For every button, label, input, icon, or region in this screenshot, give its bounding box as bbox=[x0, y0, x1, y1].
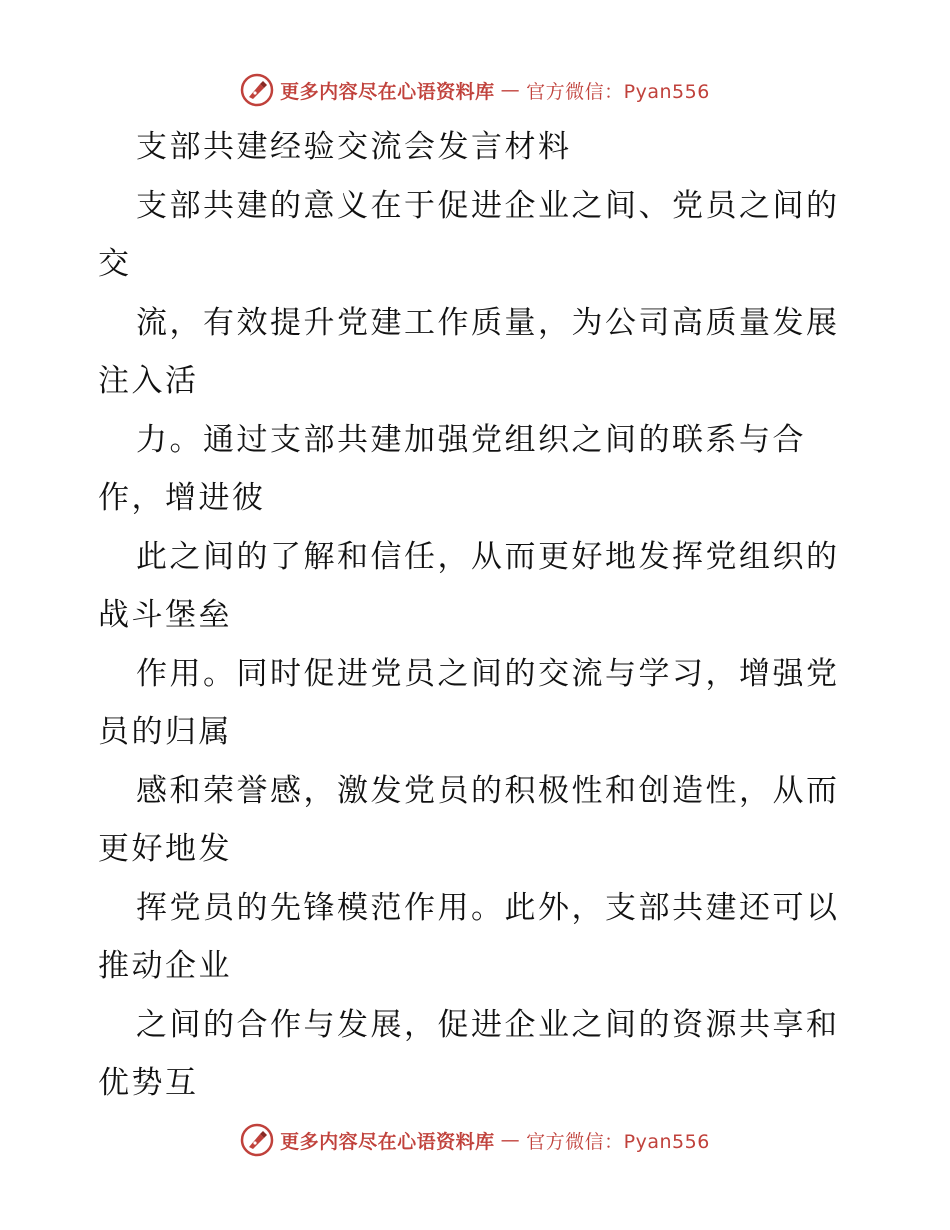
pen-nib-logo-icon bbox=[240, 1123, 274, 1157]
text-line: 作用。同时促进党员之间的交流与学习，增强党 bbox=[136, 655, 840, 692]
text-line: 之间的合作与发展，促进企业之间的资源共享和 bbox=[136, 1006, 840, 1043]
text-line: 此之间的了解和信任，从而更好地发挥党组织的 bbox=[136, 538, 840, 575]
text-line: 优势互 bbox=[98, 1065, 199, 1101]
text-line: 力。通过支部共建加强党组织之间的联系与合 bbox=[136, 421, 806, 458]
text-line: 挥党员的先锋模范作用。此外，支部共建还可以 bbox=[136, 889, 840, 926]
text-line: 支部共建的意义在于促进企业之间、党员之间的 bbox=[136, 187, 840, 224]
header-banner bbox=[0, 70, 950, 110]
text-line: 推动企业 bbox=[98, 948, 232, 984]
footer-banner bbox=[0, 1120, 950, 1160]
header-banner-content bbox=[240, 73, 710, 107]
footer-banner-dash: — bbox=[500, 1129, 521, 1151]
pen-nib-logo-icon bbox=[240, 73, 274, 107]
text-line: 战斗堡垒 bbox=[98, 597, 232, 633]
footer-banner-content bbox=[240, 1123, 710, 1157]
document-body bbox=[98, 118, 858, 1113]
text-line: 流，有效提升党建工作质量，为公司高质量发展 bbox=[136, 304, 840, 341]
footer-banner-title: 更多内容尽在心语资料库 bbox=[280, 1130, 495, 1153]
text-line: 注入活 bbox=[98, 363, 199, 399]
header-banner-title: 更多内容尽在心语资料库 bbox=[280, 80, 495, 103]
text-line: 感和荣誉感，激发党员的积极性和创造性，从而 bbox=[136, 772, 840, 809]
header-banner-contact: 官方微信：Pyan556 bbox=[526, 80, 710, 103]
text-line: 更好地发 bbox=[98, 831, 232, 867]
text-line: 支部共建经验交流会发言材料 bbox=[136, 129, 572, 165]
header-banner-dash: — bbox=[500, 79, 521, 101]
text-line: 作，增进彼 bbox=[98, 480, 266, 516]
text-line: 交 bbox=[98, 246, 132, 282]
text-line: 员的归属 bbox=[98, 714, 232, 750]
footer-banner-contact: 官方微信：Pyan556 bbox=[526, 1130, 710, 1153]
